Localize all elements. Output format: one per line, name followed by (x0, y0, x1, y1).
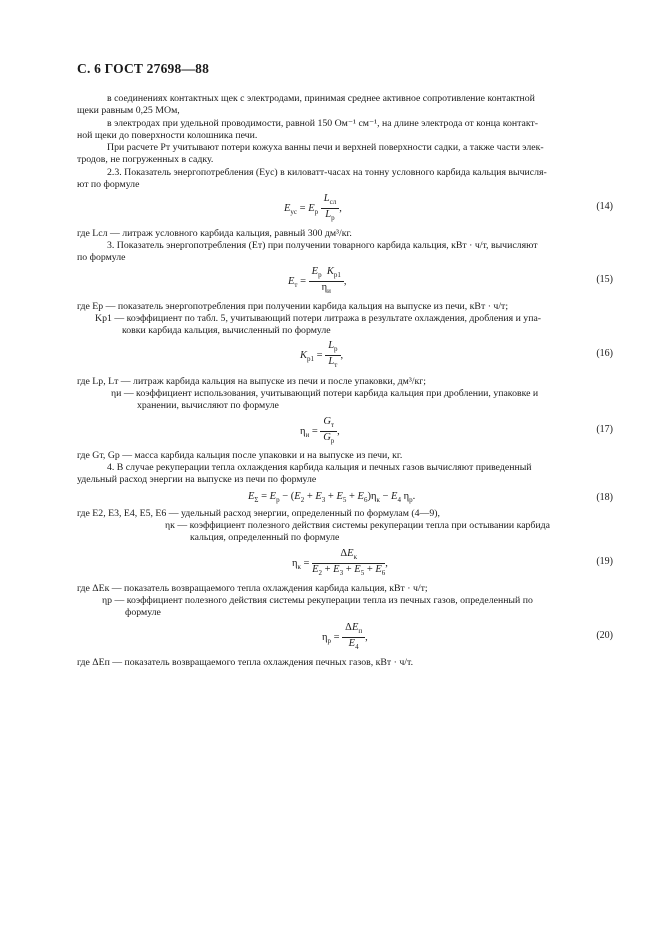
text-line: ковки карбида кальция, вычисленный по формуле (122, 325, 331, 336)
text-line: по формуле (77, 252, 126, 263)
text-line: в электродах при удельной проводимости, равной 150 Ом⁻¹ см⁻¹, на длине электрода от конца контакт- (107, 118, 539, 129)
text-line: 2.3. Показатель энергопотребления (Eус) в киловатт-часах на тонну условного карбида кальция вычисля- (107, 167, 547, 178)
text-line: ηи — коэффициент использования, учитывающий потери карбида кальция при дроблении, упаковке и (111, 388, 539, 399)
formula-16: $K_{р1}$ = $\frac{L_р}{L_т}$ , (300, 340, 344, 370)
formula-17: $\eta_и$ = $\frac{G_т}{G_р}$ , (300, 416, 340, 446)
text-line: в соединениях контактных щек с электродами, принимая среднее активное сопротивление контактной (107, 93, 535, 104)
equation-number: (19) (596, 556, 613, 567)
equation-number: (15) (596, 274, 613, 285)
text-line: ной щеки до поверхности колошника печи. (77, 130, 258, 141)
text-line: 4. В случае рекуперации тепла охлаждения карбида кальция и печных газов вычисляют приведенный (107, 462, 532, 473)
text-line: где E2, E3, E4, E5, E6 — удельный расход энергии, определенный по формулам (4—9), (77, 508, 440, 519)
text-line: где Eр — показатель энергопотребления при получении карбида кальция на выпуске из печи, кВт · ч/т; (77, 301, 509, 312)
page-header: С. 6 ГОСТ 27698—88 (77, 61, 210, 76)
equation-number: (17) (596, 424, 613, 435)
text-line: ηк — коэффициент полезного действия системы рекуперации тепла при остывании карбида (165, 520, 550, 531)
equation-number: (16) (596, 348, 613, 359)
text-line: кальция, определенный по формуле (190, 532, 340, 543)
text-line: где ΔEп — показатель возвращаемого тепла охлаждения печных газов, кВт · ч/т. (77, 657, 414, 668)
text-line: тродов, не погруженных в садку. (77, 154, 214, 165)
text-line: где ΔEк — показатель возвращаемого тепла охлаждения карбида кальция, кВт · ч/т; (77, 583, 428, 594)
text-line: При расчете Pт учитывают потери кожуха ванны печи и верхней поверхности садки, а также части элек- (107, 142, 544, 153)
formula-18: $E_\Sigma = E_р - (E_2 + E_3 + E_5 + E_6)\eta_к - E_4$ $\eta_р$. (248, 491, 416, 505)
equation-number: (20) (596, 630, 613, 641)
text-line: формуле (125, 607, 161, 618)
text-line: хранении, вычисляют по формуле (137, 400, 279, 411)
text-line: щеки равным 0,25 МОм, (77, 105, 180, 116)
text-line: ηр — коэффициент полезного действия системы рекуперации тепла из печных газов, определенный по (102, 595, 533, 606)
text-line: где Lсл — литраж условного карбида кальция, равный 300 дм³/кг. (77, 228, 352, 239)
text-line: Kр1 — коэффициент по табл. 5, учитывающий потери литража в результате охлаждения, дробления и упа- (95, 313, 542, 324)
equation-number: (14) (596, 201, 613, 212)
formula-15: $E_т$ = $\frac{E_р K_{р1}}{\eta_и}$ , (288, 266, 347, 296)
formula-20: $\eta_р$ = $\frac{\Delta E_п}{E_4}$ , (322, 622, 368, 652)
formula-19: $\eta_к$ = $\frac{\Delta E_к}{E_2 + E_3 + E_5 + E_6}$ , (292, 548, 388, 578)
text-line: ют по формуле (77, 179, 140, 190)
equation-number: (18) (596, 492, 613, 503)
text-line: 3. Показатель энергопотребления (Eт) при получении товарного карбида кальция, кВт · ч/т, вычисляют (107, 240, 538, 251)
formula-14: $E_{ус} = E_р$ $\frac{L_{сл}}{L_р}$ , (284, 193, 342, 223)
text-line: где Gт, Gр — масса карбида кальция после упаковки и на выпуске из печи, кг. (77, 450, 403, 461)
text-line: удельный расход энергии на выпуске из печи по формуле (77, 474, 317, 485)
text-line: где Lр, Lт — литраж карбида кальция на выпуске из печи и после упаковки, дм³/кг; (77, 376, 426, 387)
